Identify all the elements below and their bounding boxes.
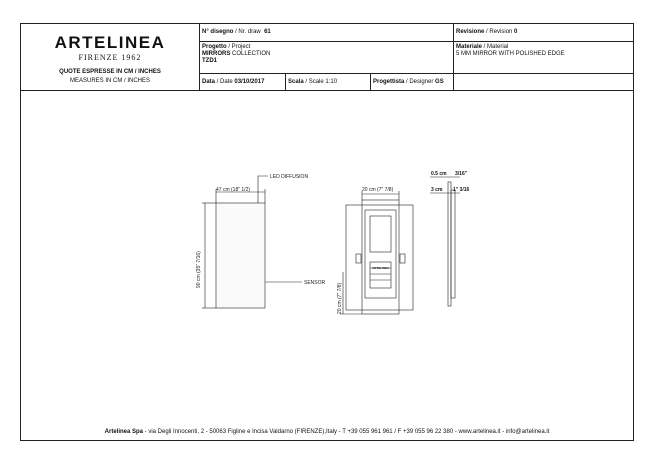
back-box-outer <box>362 200 399 314</box>
material-label: Materiale <box>456 44 483 50</box>
designer-label-en: / Designer <box>404 79 434 85</box>
brand-subtitle: FIRENZE 1962 <box>78 53 142 62</box>
led-leader <box>258 176 268 203</box>
back-box-inner <box>365 210 396 298</box>
project-label-en: / Project <box>226 44 251 50</box>
measures-note-it: QUOTE ESPRESSE IN CM / INCHES <box>59 69 161 75</box>
thickness-b-cm: 3 cm <box>431 187 443 193</box>
date-label: Data <box>202 79 216 85</box>
thickness-b-in: 1" 3/16 <box>453 187 470 193</box>
project-collection: COLLECTION <box>230 51 271 57</box>
project-code: TZD1 <box>202 58 217 64</box>
scale-label-en: / Scale <box>303 79 324 85</box>
back-height-label: 20 cm (7" 7/8) <box>337 282 343 314</box>
project-label: Progetto <box>202 44 227 50</box>
measures-note-en: MEASURES IN CM / INCHES <box>69 78 150 84</box>
footer-company: Artelinea Spa <box>104 429 144 435</box>
scale-value: 1:10 <box>325 79 338 85</box>
back-bracket-left <box>356 254 361 263</box>
led-label: LED DIFFUSION <box>270 174 309 180</box>
material-label-en: / Material <box>482 44 509 50</box>
mirror-front <box>216 203 265 308</box>
plate-logo: ARTELINEA <box>372 266 390 270</box>
project-collection-bold: MIRRORS <box>202 51 231 57</box>
material-value: 5 MM MIRROR WITH POLISHED EDGE <box>456 51 565 57</box>
height-label: 90 cm (35" 7/16) <box>196 251 202 288</box>
thickness-a-in: 3/16" <box>455 171 468 177</box>
date-value: 03/10/2017 <box>234 79 265 85</box>
side-box <box>451 190 455 298</box>
back-bracket-right <box>400 254 405 263</box>
footer-address: - via Degli Innocenti, 2 - 50063 Figline e Incisa Valdarno (FIRENZE),Italy - T +39 055 961 961 / F +39 055 96 22 380 - www.artelinea.it - info@artelinea.it <box>143 429 550 435</box>
revision-label-en: / Revision <box>484 29 513 35</box>
revision-value: 0 <box>514 29 518 35</box>
draw-number-label: N° disegno <box>202 29 234 35</box>
sensor-label: SENSOR <box>304 280 326 286</box>
width-label: 47 cm (18" 1/2) <box>216 187 251 193</box>
date-label-en: / Date <box>215 79 233 85</box>
back-width-label: 20 cm (7" 7/8) <box>362 187 394 193</box>
draw-number-label-en: / Nr. draw <box>233 29 261 35</box>
thickness-a-cm: 0.5 cm <box>431 171 447 177</box>
designer-value: GS <box>435 79 444 85</box>
brand-logo: ARTELINEA <box>54 33 166 52</box>
back-upper-panel <box>370 216 391 252</box>
draw-number-value: 61 <box>264 29 271 35</box>
scale-label: Scala <box>288 79 304 85</box>
designer-label: Progettista <box>373 79 405 85</box>
revision-label: Revisione <box>456 29 485 35</box>
mirror-side <box>448 182 451 306</box>
